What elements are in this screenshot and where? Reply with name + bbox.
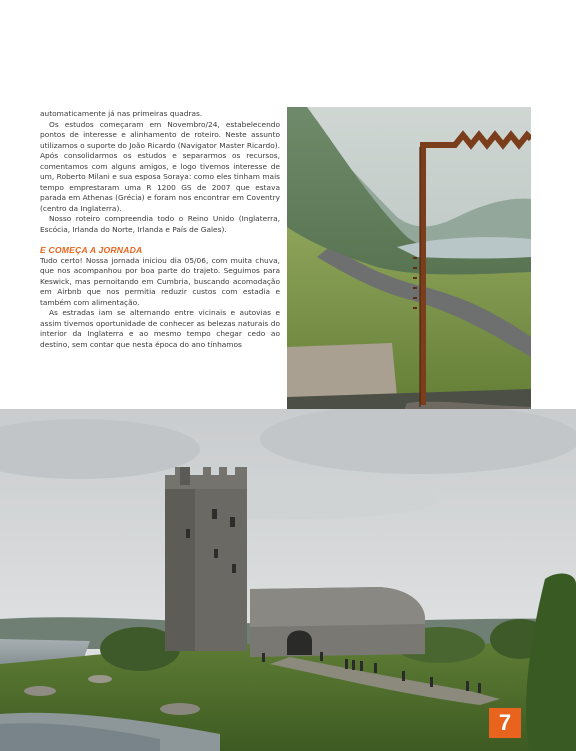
section-title: E COMEÇA A JORNADA (40, 244, 143, 255)
paragraph-journey-start: Tudo certo! Nossa jornada iniciou dia 05/06, com muita chuva, que nos acompanhou por boa parte do trajeto. Seguimos para Keswick, mas pernoitando em Cumbria, buscando acomodação em Airbnb que nos permitia reduzir custos com estadia e também com alimentação. (40, 255, 280, 307)
page-number: 7 (489, 708, 521, 738)
paragraph-roads: As estradas iam se alternando entre vicinais e autovias e assim tivemos oportunidade de conhecer as belezas naturais do interior da Inglaterra e ao mesmo tempo chegar cedo ao destino, sem contar que nesta época do ano tínhamos (40, 308, 280, 349)
photo-valley-sculpture (287, 107, 531, 429)
paragraph-route: Nosso roteiro compreendia todo o Reino Unido (Inglaterra, Escócia, Irlanda do Norte, Irlanda e País de Gales). (40, 214, 280, 235)
paragraph-studies: Os estudos começaram em Novembro/24, estabelecendo pontos de interesse e alinhamento de roteiro. Neste assunto utilizamos o suporte do João Ricardo (Navigator Master Ricardo). Após consolidarmos os estudos e separarmos os recursos, comentamos com alguns amigos, e logo tivemos interesse de um, Roberto Milani e sua esposa Soraya: como eles tinham mais tempo emprestaram uma R 1200 GS de 2007 que estava parada em Athenas (Grécia) e foram nos encontrar em Coventry (centro da Inglaterra). (40, 119, 280, 213)
photo-castle (0, 409, 576, 751)
article-text-column (40, 109, 280, 350)
paragraph-continuation: automaticamente já nas primeiras quadras. (40, 109, 203, 118)
